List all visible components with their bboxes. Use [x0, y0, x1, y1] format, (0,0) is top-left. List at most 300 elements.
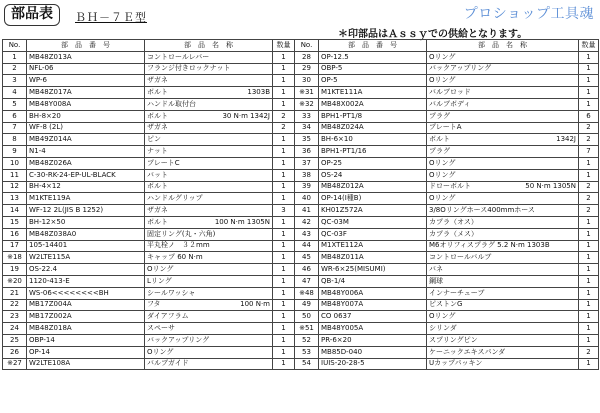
- quantity-right: 2: [579, 134, 599, 146]
- item-no-left: 9: [3, 146, 27, 158]
- quantity-right: 1: [579, 98, 599, 110]
- quantity-right: 2: [579, 122, 599, 134]
- part-name-right: [427, 146, 579, 158]
- quantity-left: 1: [273, 240, 295, 252]
- part-name-text: バックアップリング: [429, 64, 492, 73]
- col-header-part-name-right: 部 品 名 称: [427, 40, 579, 52]
- part-number-left: W2LTE108A: [27, 358, 145, 370]
- quantity-right: 2: [579, 193, 599, 205]
- part-name-right: [427, 157, 579, 169]
- part-name-left: [145, 122, 273, 134]
- quantity-right: 1: [579, 51, 599, 63]
- part-name-text: カプラ（メス）: [429, 229, 478, 238]
- table-row: [3, 264, 599, 276]
- table-row: [3, 334, 599, 346]
- part-name-text: 3/8Oリングホース400mmホース: [429, 206, 535, 215]
- table-row: [3, 252, 599, 264]
- quantity-left: 1: [273, 264, 295, 276]
- quantity-right: 2: [579, 346, 599, 358]
- part-name-right: [427, 334, 579, 346]
- part-name-right: [427, 181, 579, 193]
- quantity-left: 1: [273, 181, 295, 193]
- part-name-right: [427, 63, 579, 75]
- item-no-right: 42: [295, 216, 319, 228]
- part-spec-text: 100 N·m 1305N: [214, 217, 270, 226]
- quantity-left: 1: [273, 275, 295, 287]
- col-header-qty-right: 数量: [579, 40, 599, 52]
- part-name-left: [145, 299, 273, 311]
- part-name-text: M6オリフィスプラグ 5.2 N·m 1303B: [429, 241, 550, 250]
- part-name-left: [145, 346, 273, 358]
- part-number-right: MB48Y006A: [319, 287, 427, 299]
- part-number-left: 105-14401: [27, 240, 145, 252]
- item-no-left: ※18: [3, 252, 27, 264]
- item-no-left: 25: [3, 334, 27, 346]
- part-name-left: [145, 75, 273, 87]
- table-row: [3, 299, 599, 311]
- quantity-left: 1: [273, 51, 295, 63]
- quantity-left: 1: [273, 157, 295, 169]
- item-no-left: 19: [3, 264, 27, 276]
- item-no-right: 41: [295, 205, 319, 217]
- table-row: [3, 181, 599, 193]
- part-spec-text: 30 N·m 1342J: [222, 111, 270, 120]
- part-name-text: ハンドル取付台: [147, 99, 196, 108]
- quantity-right: 1: [579, 358, 599, 370]
- part-name-right: [427, 264, 579, 276]
- item-no-left: 1: [3, 51, 27, 63]
- part-name-text: Oリング: [147, 265, 174, 274]
- part-name-text: プラグ: [429, 111, 450, 120]
- table-row: [3, 205, 599, 217]
- item-no-right: 29: [295, 63, 319, 75]
- part-name-text: Oリング: [429, 194, 456, 203]
- item-no-left: 24: [3, 323, 27, 335]
- quantity-right: 2: [579, 205, 599, 217]
- part-name-left: [145, 240, 273, 252]
- part-number-left: NFL-06: [27, 63, 145, 75]
- table-row: [3, 157, 599, 169]
- part-number-left: MB48Z013A: [27, 51, 145, 63]
- part-name-left: [145, 264, 273, 276]
- part-number-left: WF-12 2L(JIS B 1252): [27, 205, 145, 217]
- col-header-part-number-left: 部 品 番 号: [27, 40, 145, 52]
- part-name-text: ボルト: [147, 182, 168, 191]
- part-number-right: MB48Z011A: [319, 252, 427, 264]
- col-header-part-name-left: 部 品 名 称: [145, 40, 273, 52]
- quantity-right: 1: [579, 169, 599, 181]
- part-name-text: ハンドルグリップ: [147, 194, 203, 203]
- part-name-text: シリンダ: [429, 324, 457, 333]
- item-no-left: 8: [3, 134, 27, 146]
- table-header-row: [3, 40, 599, 52]
- table-row: [3, 169, 599, 181]
- part-name-right: [427, 358, 579, 370]
- part-name-left: [145, 275, 273, 287]
- part-name-right: [427, 98, 579, 110]
- part-name-text: 固定リング(丸・六角): [147, 229, 216, 238]
- part-name-left: [145, 216, 273, 228]
- part-number-right: BPH1-PT1/16: [319, 146, 427, 158]
- quantity-right: 1: [579, 275, 599, 287]
- table-row: [3, 75, 599, 87]
- part-name-text: ザガネ: [147, 76, 168, 85]
- item-no-right: 52: [295, 334, 319, 346]
- part-number-right: MB48Z012A: [319, 181, 427, 193]
- part-name-right: [427, 311, 579, 323]
- quantity-left: 1: [273, 252, 295, 264]
- quantity-right: 1: [579, 216, 599, 228]
- part-name-text: ザガネ: [147, 206, 168, 215]
- part-name-text: ドローボルト: [429, 182, 471, 191]
- part-number-right: PR-6×20: [319, 334, 427, 346]
- item-no-left: 6: [3, 110, 27, 122]
- part-name-right: [427, 252, 579, 264]
- table-row: [3, 193, 599, 205]
- part-name-text: Uカップパッキン: [429, 359, 483, 368]
- part-name-right: [427, 134, 579, 146]
- table-row: [3, 240, 599, 252]
- part-number-right: KH01Z572A: [319, 205, 427, 217]
- part-name-text: Oリング: [429, 76, 456, 85]
- quantity-left: 1: [273, 87, 295, 99]
- part-number-left: C-30-RK-24-EP-UL-BLACK: [27, 169, 145, 181]
- item-no-left: 17: [3, 240, 27, 252]
- part-number-left: WS-06<<<<<<<<BH: [27, 287, 145, 299]
- part-name-text: コントロールレバー: [147, 52, 210, 61]
- quantity-left: 1: [273, 346, 295, 358]
- part-name-right: [427, 51, 579, 63]
- table-row: [3, 216, 599, 228]
- quantity-right: 1: [579, 157, 599, 169]
- part-number-left: W2LTE115A: [27, 252, 145, 264]
- quantity-right: 1: [579, 228, 599, 240]
- part-number-right: MB85D-040: [319, 346, 427, 358]
- quantity-left: 1: [273, 216, 295, 228]
- part-name-text: ダイアフラム: [147, 312, 189, 321]
- quantity-right: 1: [579, 287, 599, 299]
- part-name-text: Oリング: [429, 158, 456, 167]
- part-number-left: OS-22.4: [27, 264, 145, 276]
- part-name-text: スプリングピン: [429, 335, 478, 344]
- quantity-left: 1: [273, 311, 295, 323]
- item-no-right: ※31: [295, 87, 319, 99]
- item-no-left: 16: [3, 228, 27, 240]
- part-spec-text: 1303B: [247, 88, 270, 97]
- part-name-right: [427, 240, 579, 252]
- part-number-right: BH-6×10: [319, 134, 427, 146]
- item-no-right: 33: [295, 110, 319, 122]
- part-name-text: バックアップリング: [147, 335, 210, 344]
- part-name-text: バルブボディ: [429, 99, 471, 108]
- item-no-left: ※20: [3, 275, 27, 287]
- quantity-left: 1: [273, 146, 295, 158]
- item-no-right: 36: [295, 146, 319, 158]
- item-no-right: 34: [295, 122, 319, 134]
- part-name-text: コントロールバルブ: [429, 253, 492, 262]
- part-name-left: [145, 334, 273, 346]
- quantity-left: 1: [273, 75, 295, 87]
- col-header-no-right: No.: [295, 40, 319, 52]
- part-name-right: [427, 75, 579, 87]
- part-name-text: バット: [147, 170, 168, 179]
- item-no-left: 5: [3, 98, 27, 110]
- part-number-left: OP-14: [27, 346, 145, 358]
- col-header-part-number-right: 部 品 番 号: [319, 40, 427, 52]
- item-no-right: ※48: [295, 287, 319, 299]
- item-no-left: 10: [3, 157, 27, 169]
- part-name-right: [427, 193, 579, 205]
- quantity-right: 1: [579, 323, 599, 335]
- part-name-left: [145, 311, 273, 323]
- part-name-text: Oリング: [429, 170, 456, 179]
- quantity-right: 1: [579, 299, 599, 311]
- part-name-left: [145, 169, 273, 181]
- item-no-right: 39: [295, 181, 319, 193]
- part-name-right: [427, 228, 579, 240]
- part-name-right: [427, 299, 579, 311]
- part-number-right: M1XTE112A: [319, 240, 427, 252]
- table-row: [3, 287, 599, 299]
- table-row: [3, 228, 599, 240]
- quantity-right: 1: [579, 63, 599, 75]
- part-name-left: [145, 193, 273, 205]
- part-name-text: プレートA: [429, 123, 462, 132]
- item-no-right: 54: [295, 358, 319, 370]
- item-no-right: 35: [295, 134, 319, 146]
- part-name-text: カプラ（オス）: [429, 217, 478, 226]
- part-name-right: [427, 346, 579, 358]
- shop-watermark: プロショップ工具魂: [463, 6, 594, 22]
- part-number-left: MB48Z026A: [27, 157, 145, 169]
- part-number-left: WF-8 (2L): [27, 122, 145, 134]
- part-spec-text: 1342J: [556, 135, 576, 144]
- item-no-left: 13: [3, 193, 27, 205]
- part-name-left: [145, 51, 273, 63]
- part-name-left: [145, 157, 273, 169]
- quantity-left: 1: [273, 228, 295, 240]
- quantity-right: 1: [579, 87, 599, 99]
- part-name-right: [427, 122, 579, 134]
- item-no-left: 22: [3, 299, 27, 311]
- part-number-right: MB48Y007A: [319, 299, 427, 311]
- part-name-right: [427, 205, 579, 217]
- quantity-right: 1: [579, 240, 599, 252]
- table-row: [3, 51, 599, 63]
- part-number-left: WP-6: [27, 75, 145, 87]
- table-row: [3, 98, 599, 110]
- part-number-left: MB17Z004A: [27, 299, 145, 311]
- part-name-text: バネ: [429, 265, 443, 274]
- item-no-right: 47: [295, 275, 319, 287]
- part-number-left: BH-4×12: [27, 181, 145, 193]
- part-number-right: OP-12.5: [319, 51, 427, 63]
- part-number-left: MB48Z038A0: [27, 228, 145, 240]
- part-name-left: [145, 358, 273, 370]
- part-name-left: [145, 181, 273, 193]
- quantity-left: 1: [273, 299, 295, 311]
- item-no-left: 23: [3, 311, 27, 323]
- item-no-right: 38: [295, 169, 319, 181]
- item-no-left: 14: [3, 205, 27, 217]
- quantity-right: 2: [579, 181, 599, 193]
- part-name-text: Lリング: [147, 276, 172, 285]
- item-no-left: 2: [3, 63, 27, 75]
- quantity-left: 1: [273, 98, 295, 110]
- part-spec-text: 100 N·m: [240, 300, 270, 309]
- item-no-right: 37: [295, 157, 319, 169]
- item-no-left: 12: [3, 181, 27, 193]
- table-row: [3, 346, 599, 358]
- item-no-right: 46: [295, 264, 319, 276]
- page-title: 部品表: [4, 4, 60, 26]
- part-number-right: OS-24: [319, 169, 427, 181]
- item-no-right: 49: [295, 299, 319, 311]
- part-number-left: M1KTE119A: [27, 193, 145, 205]
- quantity-right: 1: [579, 252, 599, 264]
- quantity-left: 2: [273, 122, 295, 134]
- part-name-right: [427, 216, 579, 228]
- item-no-right: 50: [295, 311, 319, 323]
- quantity-left: 1: [273, 193, 295, 205]
- table-row: [3, 134, 599, 146]
- quantity-left: 1: [273, 358, 295, 370]
- part-number-left: OBP-14: [27, 334, 145, 346]
- part-name-text: スペーサ: [147, 324, 175, 333]
- table-row: [3, 146, 599, 158]
- table-row: [3, 358, 599, 370]
- part-name-text: ボルト: [147, 217, 168, 226]
- item-no-right: 30: [295, 75, 319, 87]
- part-name-text: Oリング: [429, 312, 456, 321]
- part-number-right: MB48Y005A: [319, 323, 427, 335]
- quantity-left: 1: [273, 134, 295, 146]
- part-name-text: ボルト: [147, 88, 168, 97]
- part-name-text: ボルト: [429, 135, 450, 144]
- part-name-text: インナーチューブ: [429, 288, 485, 297]
- part-name-text: 平丸栓ノ ３２mm: [147, 241, 210, 250]
- part-name-text: フタ: [147, 300, 161, 309]
- item-no-left: 7: [3, 122, 27, 134]
- quantity-right: 7: [579, 146, 599, 158]
- item-no-left: 21: [3, 287, 27, 299]
- part-number-right: QC-03M: [319, 216, 427, 228]
- part-name-left: [145, 110, 273, 122]
- quantity-right: 1: [579, 334, 599, 346]
- item-no-left: ※27: [3, 358, 27, 370]
- part-number-right: OP-14(I種B): [319, 193, 427, 205]
- quantity-left: 1: [273, 334, 295, 346]
- part-name-text: ケーニックエキスパンダ: [429, 347, 506, 356]
- quantity-left: 1: [273, 287, 295, 299]
- part-name-text: シールワッシャ: [147, 288, 196, 297]
- part-number-right: QC-03F: [319, 228, 427, 240]
- part-name-right: [427, 169, 579, 181]
- part-number-left: N1-4: [27, 146, 145, 158]
- item-no-right: 40: [295, 193, 319, 205]
- part-name-left: [145, 63, 273, 75]
- assy-note: ＊印部品はＡｓｓｙでの供給となります。: [338, 29, 528, 40]
- part-name-right: [427, 323, 579, 335]
- part-number-left: MB49Z014A: [27, 134, 145, 146]
- col-header-qty-left: 数量: [273, 40, 295, 52]
- part-number-right: CO 0637: [319, 311, 427, 323]
- table-row: [3, 323, 599, 335]
- part-name-text: ザガネ: [147, 123, 168, 132]
- part-number-left: BH-8×20: [27, 110, 145, 122]
- table-row: [3, 110, 599, 122]
- quantity-left: 1: [273, 323, 295, 335]
- table-row: [3, 311, 599, 323]
- part-name-left: [145, 252, 273, 264]
- part-name-left: [145, 87, 273, 99]
- part-name-right: [427, 287, 579, 299]
- part-name-left: [145, 98, 273, 110]
- part-number-right: QB-1/4: [319, 275, 427, 287]
- part-name-left: [145, 146, 273, 158]
- part-number-left: MB48Z018A: [27, 323, 145, 335]
- part-name-left: [145, 323, 273, 335]
- table-row: [3, 275, 599, 287]
- item-no-right: 53: [295, 346, 319, 358]
- part-name-text: プラグ: [429, 147, 450, 156]
- part-number-left: 1120-413-E: [27, 275, 145, 287]
- part-number-right: M1KTE111A: [319, 87, 427, 99]
- col-header-no-left: No.: [3, 40, 27, 52]
- quantity-right: 6: [579, 110, 599, 122]
- quantity-left: 2: [273, 110, 295, 122]
- part-name-text: Oリング: [429, 52, 456, 61]
- item-no-left: 26: [3, 346, 27, 358]
- part-name-text: Oリング: [147, 347, 174, 356]
- part-name-left: [145, 228, 273, 240]
- part-number-right: OP-25: [319, 157, 427, 169]
- part-spec-text: 50 N·m 1305N: [525, 182, 576, 191]
- item-no-left: 11: [3, 169, 27, 181]
- table-row: [3, 87, 599, 99]
- part-number-left: MB48Y008A: [27, 98, 145, 110]
- part-number-right: OP-5: [319, 75, 427, 87]
- item-no-left: 4: [3, 87, 27, 99]
- part-name-text: バルブガイド: [147, 359, 189, 368]
- part-number-left: MB48Z017A: [27, 87, 145, 99]
- part-name-text: プレートC: [147, 158, 180, 167]
- item-no-right: 45: [295, 252, 319, 264]
- quantity-left: 1: [273, 169, 295, 181]
- part-name-right: [427, 87, 579, 99]
- parts-table: [2, 39, 599, 370]
- item-no-right: ※32: [295, 98, 319, 110]
- part-number-right: MB48X002A: [319, 98, 427, 110]
- part-name-right: [427, 275, 579, 287]
- item-no-right: 44: [295, 240, 319, 252]
- quantity-left: 3: [273, 205, 295, 217]
- item-no-left: 15: [3, 216, 27, 228]
- model-number: ＢＨ－７Ｅ型: [75, 11, 147, 24]
- item-no-left: 3: [3, 75, 27, 87]
- item-no-right: 28: [295, 51, 319, 63]
- item-no-right: 43: [295, 228, 319, 240]
- part-name-text: 鋼球: [429, 276, 443, 285]
- part-name-text: バルブロッド: [429, 88, 471, 97]
- part-name-text: フランジ付きロックナット: [147, 64, 231, 73]
- part-name-text: ナット: [147, 147, 168, 156]
- part-name-text: キャップ 60 N·m: [147, 253, 203, 262]
- part-name-left: [145, 205, 273, 217]
- item-no-right: ※51: [295, 323, 319, 335]
- quantity-right: 1: [579, 264, 599, 276]
- part-number-right: BPH1-PT1/8: [319, 110, 427, 122]
